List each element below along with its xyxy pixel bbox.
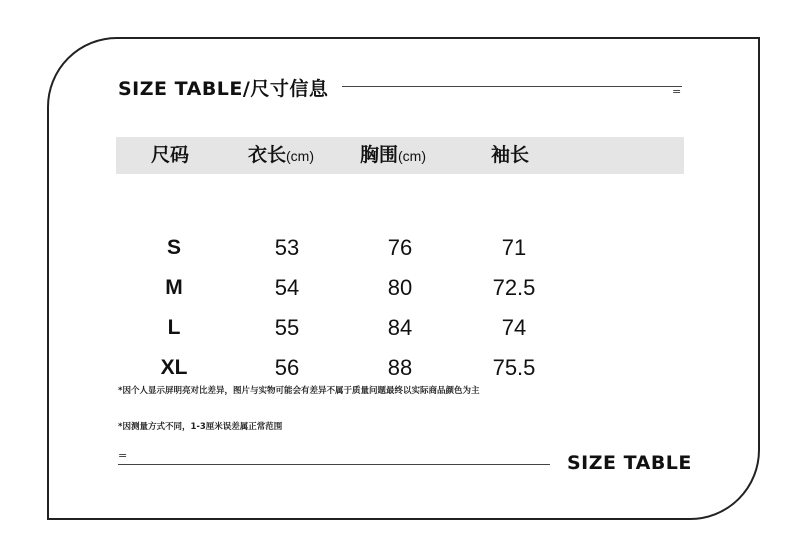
cell-chest: 84 — [387, 315, 413, 340]
cell-size: XL — [160, 356, 188, 379]
column-header-label: 衣长 — [248, 144, 287, 166]
cell-length: 54 — [274, 275, 300, 300]
note-color-difference: *因个人显示屏明亮对比差异，图片与实物可能会有差异不属于质量问题最终以实际商品颜色为主 — [118, 386, 480, 396]
header-title: SIZE TABLE/尺寸信息 — [118, 78, 329, 100]
column-header-sleeve — [491, 137, 529, 174]
cell-length: 55 — [274, 315, 300, 340]
cell-size: L — [167, 316, 181, 339]
footer-divider — [118, 464, 550, 465]
cell-length: 56 — [274, 355, 300, 380]
cell-chest: 80 — [387, 275, 413, 300]
cell-length: 53 — [274, 235, 300, 260]
table-row — [116, 228, 684, 268]
cell-sleeve: 71 — [501, 235, 527, 260]
table-row — [116, 268, 684, 308]
header-divider — [342, 86, 682, 87]
column-header-size — [151, 137, 189, 174]
column-header-label: 胸围 — [360, 144, 399, 166]
column-header-label: 袖长 — [491, 144, 530, 166]
footer-title: SIZE TABLE — [567, 452, 692, 474]
cell-sleeve: 74 — [501, 315, 527, 340]
table-row — [116, 308, 684, 348]
cell-chest: 76 — [387, 235, 413, 260]
size-table — [116, 137, 684, 388]
cell-chest: 88 — [387, 355, 413, 380]
footer-eq-mark: = — [118, 449, 128, 462]
column-header-unit: (cm) — [286, 148, 315, 164]
header-eq-mark: = — [672, 85, 682, 98]
column-header-chest — [360, 137, 426, 174]
column-header-unit: (cm) — [398, 148, 427, 164]
column-header-length — [248, 137, 314, 174]
cell-sleeve: 72.5 — [492, 275, 536, 300]
table-row — [116, 348, 684, 388]
column-header-label: 尺码 — [151, 144, 190, 166]
cell-size: M — [165, 276, 183, 299]
header — [118, 74, 328, 101]
table-header — [116, 137, 684, 174]
cell-sleeve: 75.5 — [492, 355, 536, 380]
note-measurement-tolerance: *因测量方式不同，1-3厘米误差属正常范围 — [118, 422, 283, 432]
cell-size: S — [166, 236, 182, 259]
